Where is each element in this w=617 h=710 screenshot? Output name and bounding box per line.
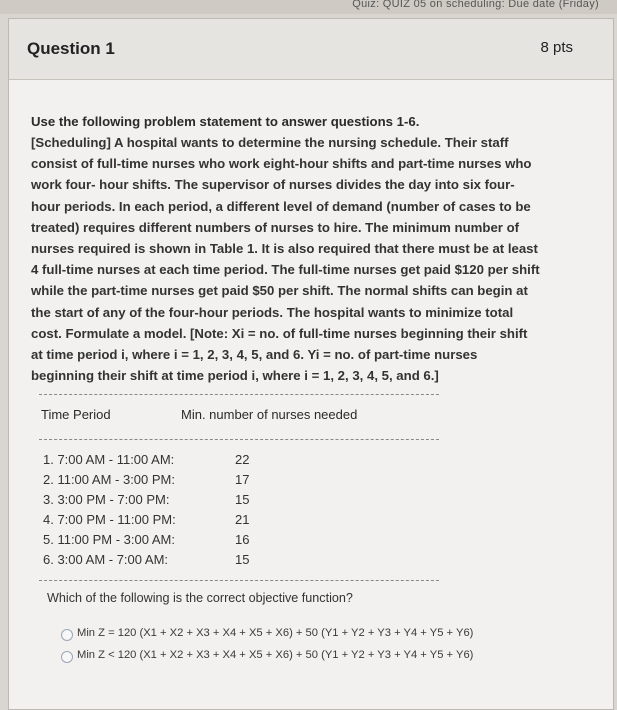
table-row	[43, 492, 613, 512]
table-header-divider	[39, 439, 439, 440]
answer-option-1[interactable]	[61, 627, 613, 649]
question-points: 8 pts	[540, 39, 573, 56]
problem-line: each time period. The full-time nurses get paid $120 per shift while the part-time	[31, 262, 540, 299]
row-need: 15	[235, 492, 250, 508]
question-prompt: Which of the following is the correct objective function?	[47, 591, 353, 606]
problem-line: nurses get paid $50 per shift. The normal shifts can begin at the start of any of the	[31, 283, 528, 320]
table-row	[43, 532, 613, 552]
row-period: 6. 3:00 AM - 7:00 AM:	[43, 552, 169, 568]
problem-line: [Note: Xi = no. of full-time nurses beginning their shift at time period i, where i = 1,	[31, 325, 528, 363]
problem-line: hour shifts. The supervisor of nurses divides the day into six four-hour periods. In	[31, 177, 515, 214]
problem-line: each period, a different level of demand (number of cases to be treated) requires	[31, 198, 531, 235]
row-period: 3. 3:00 PM - 7:00 PM:	[43, 492, 170, 508]
col-min-nurses: Min. number of nurses needed	[181, 407, 358, 423]
nurse-table-rows	[43, 452, 613, 572]
option-label[interactable]: Min Z = 120 (X1 + X2 + X3 + X4 + X5 + X6) + 50 (Y1 + Y2 + Y3 + Y4 + Y5 + Y6)	[77, 627, 474, 640]
problem-line: 2, 3, 4, 5, and 6. Yi = no. of part-time nurses beginning their shift at time period i,	[31, 347, 478, 384]
browser-top-bar	[0, 0, 617, 14]
row-need: 15	[235, 552, 250, 568]
problem-line: of full-time nurses who work eight-hour shifts and part-time nurses who work four-	[31, 156, 532, 193]
question-intro: Use the following problem statement to answer questions 1-6.	[31, 114, 420, 129]
row-need: 16	[235, 532, 250, 548]
question-header	[9, 19, 613, 80]
problem-line: four-hour periods. The hospital wants to minimize total cost. Formulate a model.	[31, 304, 514, 341]
col-time-period: Time Period	[41, 407, 111, 423]
radio-button[interactable]	[61, 629, 73, 641]
radio-button[interactable]	[61, 651, 73, 663]
row-period: 2. 11:00 AM - 3:00 PM:	[43, 472, 175, 488]
table-row	[43, 512, 613, 532]
browser-top-text: Quiz: QUIZ 05 on scheduling: Due date (Friday)	[352, 0, 599, 10]
question-body	[9, 80, 613, 671]
table-top-divider	[39, 394, 439, 395]
row-need: 17	[235, 472, 250, 488]
option-label[interactable]: Min Z < 120 (X1 + X2 + X3 + X4 + X5 + X6) + 50 (Y1 + Y2 + Y3 + Y4 + Y5 + Y6)	[77, 649, 474, 662]
table-row	[43, 472, 613, 492]
row-period: 1. 7:00 AM - 11:00 AM:	[43, 452, 175, 468]
row-need: 22	[235, 452, 250, 468]
answer-option-2[interactable]	[61, 649, 613, 671]
row-period: 5. 11:00 PM - 3:00 AM:	[43, 532, 175, 548]
row-period: 4. 7:00 PM - 11:00 PM:	[43, 512, 176, 528]
problem-statement	[31, 132, 541, 386]
table-bottom-divider	[39, 580, 439, 581]
table-row	[43, 552, 613, 572]
nurse-table-header	[41, 407, 613, 431]
question-title: Question 1	[27, 39, 115, 58]
problem-line: where i = 1, 2, 3, 4, 5, and 6.]	[262, 368, 439, 384]
problem-line: different numbers of nurses to hire. The minimum number of nurses required is	[31, 219, 520, 257]
problem-line: [Scheduling] A hospital wants to determine the nursing schedule. Their staff consist	[31, 135, 509, 172]
row-need: 21	[235, 512, 250, 528]
problem-line: shown in Table 1. It is also required that there must be at least 4 full-time nurses at	[31, 241, 538, 278]
table-row	[43, 452, 613, 472]
question-card	[8, 18, 614, 710]
